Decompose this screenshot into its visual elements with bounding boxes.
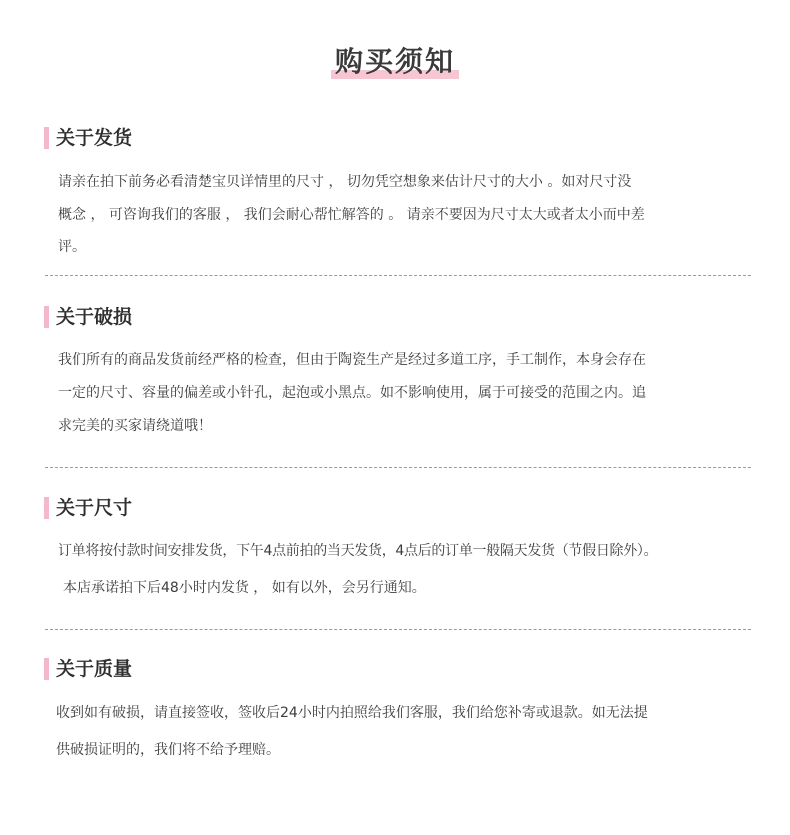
- accent-bar: [44, 497, 49, 519]
- page-title: 购买须知: [331, 40, 459, 80]
- paragraph-line: 订单将按付款时间安排发货，下午4点前拍的当天发货，4点后的订单一般隔天发货（节假日除外）。: [58, 543, 658, 559]
- section-title: 关于尺寸: [56, 497, 133, 519]
- paragraph-line: 我们所有的商品发货前经严格的检查，但由于陶瓷生产是经过多道工序，手工制作，本身会存在: [58, 352, 646, 368]
- dashed-divider: [45, 467, 751, 468]
- paragraph-line: 收到如有破损，请直接签收，签收后24小时内拍照给我们客服，我们给您补寄或退款。如无法提: [56, 705, 648, 721]
- paragraph-line: 评。: [58, 239, 86, 255]
- section-title: 关于质量: [56, 658, 133, 680]
- section-title: 关于发货: [56, 127, 133, 149]
- dashed-divider: [45, 629, 751, 630]
- paragraph-line: 本店承诺拍下后48小时内发货 ， 如有以外，会另行通知。: [63, 580, 426, 596]
- page-header: [0, 40, 790, 80]
- accent-bar: [44, 127, 49, 149]
- paragraph-line: 供破损证明的，我们将不给予理赔。: [56, 742, 280, 758]
- accent-bar: [44, 306, 49, 328]
- accent-bar: [44, 658, 49, 680]
- section-title: 关于破损: [56, 306, 133, 328]
- paragraph-line: 概念 ， 可咨询我们的客服 ， 我们会耐心帮忙解答的 。 请亲不要因为尺寸太大或者太小而中差: [58, 207, 645, 223]
- dashed-divider: [45, 275, 751, 276]
- paragraph-line: 请亲在拍下前务必看清楚宝贝详情里的尺寸 ， 切勿凭空想象来估计尺寸的大小 。如对尺寸没: [58, 174, 632, 190]
- paragraph-line: 求完美的买家请绕道哦！: [58, 418, 212, 434]
- paragraph-line: 一定的尺寸、容量的偏差或小针孔，起泡或小黑点。如不影响使用，属于可接受的范围之内。追: [58, 385, 646, 401]
